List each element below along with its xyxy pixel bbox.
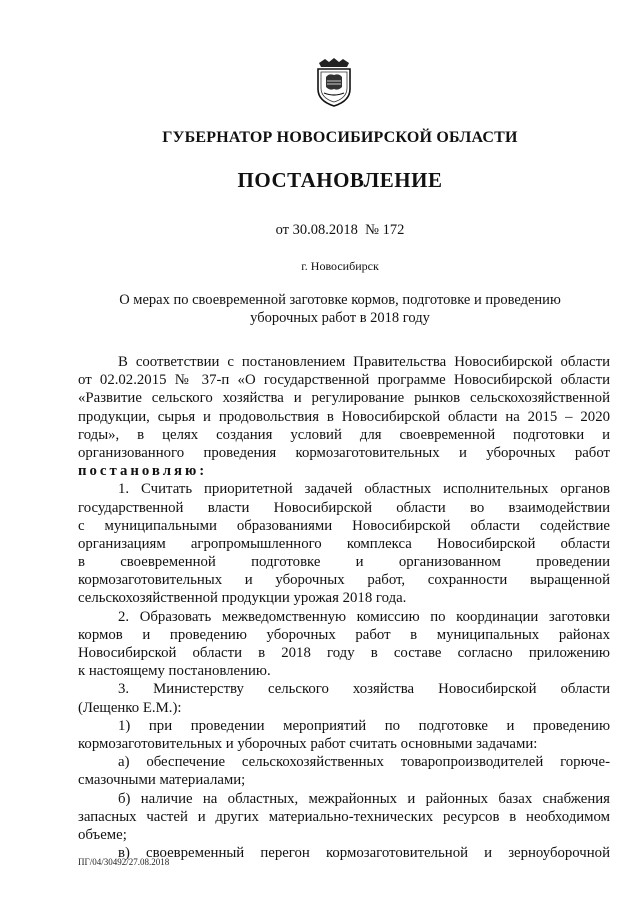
body-line: б) наличие на областных, межрайонных и районных базах снабжения [118, 790, 610, 807]
governor-title: ГУБЕРНАТОР НОВОСИБИРСКОЙ ОБЛАСТИ [162, 129, 518, 146]
coat-of-arms-icon [315, 57, 353, 107]
document-date-number: от 30.08.2018 № 172 [275, 222, 405, 238]
document-subject [60, 291, 620, 327]
body-line: в) своевременный перегон кормозаготовительной и зерноуборочной [118, 845, 610, 862]
body-line: «Развитие сельского хозяйства и регулирование рынков сельскохозяйственной [78, 390, 610, 407]
body-line: а) обеспечение сельскохозяйственных товаропроизводителей горюче- [118, 754, 610, 771]
body-line: от 02.02.2015 № 37-п «О государственной программе Новосибирской области [78, 372, 610, 389]
document-body [78, 353, 610, 862]
body-line: объеме; [78, 826, 127, 843]
subject-line-1: О мерах по своевременной заготовке кормов, подготовке и проведению [119, 292, 561, 308]
body-line: организованного проведения кормозаготовительных и уборочных работ [78, 444, 610, 461]
footer-document-code: ПГ/04/30492/27.08.2018 [78, 857, 170, 867]
body-line: кормозаготовительных и уборочных работ считать основными задачами: [78, 735, 538, 752]
body-line: в своевременной подготовке и организованном проведении [78, 554, 610, 571]
body-line: смазочными материалами; [78, 772, 246, 789]
body-line: кормозаготовительных и уборочных работ, сохранности выращенной [78, 572, 610, 589]
resolution-word: постановляю: [78, 463, 208, 480]
body-line: сельскохозяйственной продукции урожая 2018 года. [78, 590, 407, 607]
body-line: к настоящему постановлению. [78, 663, 271, 680]
body-line: годы», в целях создания условий для своевременной подготовки и [78, 426, 610, 443]
body-line: 2. Образовать межведомственную комиссию по координации заготовки [118, 608, 610, 625]
document-type-title: ПОСТАНОВЛЕНИЕ [237, 168, 443, 192]
body-line: 1. Считать приоритетной задачей областных исполнительных органов [118, 481, 610, 498]
body-line: (Лещенко Е.М.): [78, 699, 182, 716]
body-line: 3. Министерству сельского хозяйства Новосибирской области [118, 681, 610, 698]
body-line: В соответствии с постановлением Правительства Новосибирской области [118, 354, 610, 370]
body-line: продукции, сырья и продовольствия в Новосибирской области на 2015 – 2020 [78, 408, 610, 425]
body-line: Новосибирской области в 2018 году в составе согласно приложению [78, 645, 610, 661]
body-line: государственной власти Новосибирской области во взаимодействии [78, 499, 610, 516]
body-line: кормов и проведению уборочных работ в муниципальных районах [78, 626, 610, 643]
body-line: запасных частей и других материально-технических ресурсов в необходимом [78, 808, 610, 825]
body-line: с муниципальными образованиями Новосибирской области содействие [78, 517, 610, 534]
body-line: 1) при проведении мероприятий по подготовке и проведению [118, 717, 610, 734]
subject-line-2: уборочных работ в 2018 году [250, 310, 430, 326]
body-line: организациям агропромышленного комплекса Новосибирской области [78, 535, 610, 552]
document-city: г. Новосибирск [301, 259, 379, 273]
